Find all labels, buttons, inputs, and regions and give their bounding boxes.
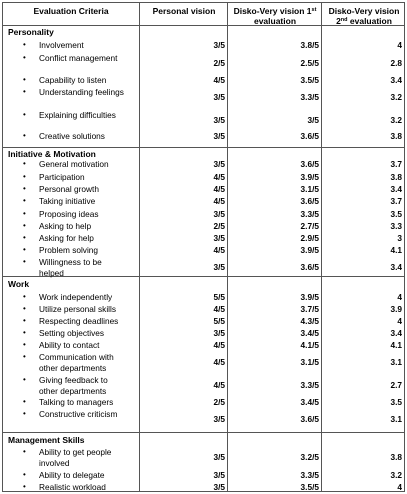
personal-vision-value: 2/5 [213, 221, 225, 231]
section-divider [3, 147, 404, 148]
bullet-icon: • [23, 233, 26, 242]
first-evaluation-value: 3.3/5 [300, 92, 319, 102]
bullet-icon: • [23, 316, 26, 325]
personal-vision-value: 3/5 [213, 92, 225, 102]
second-evaluation-value: 4 [397, 40, 402, 50]
personal-vision-value: 3/5 [213, 414, 225, 424]
first-evaluation-value: 3.5/5 [300, 482, 319, 492]
first-evaluation-value: 2.5/5 [300, 58, 319, 68]
first-evaluation-value: 3.1/5 [300, 184, 319, 194]
second-evaluation-value: 3.2 [390, 470, 402, 480]
column-divider [227, 3, 228, 491]
criteria-label: Ability to get people involved [39, 447, 112, 468]
second-evaluation-value: 3.4 [390, 262, 402, 272]
bullet-icon: • [23, 172, 26, 181]
second-evaluation-value: 3.4 [390, 184, 402, 194]
bullet-icon: • [23, 409, 26, 418]
bullet-icon: • [23, 131, 26, 140]
first-evaluation-value: 3.3/5 [300, 380, 319, 390]
criteria-label: General motivation [39, 159, 109, 169]
first-evaluation-value: 4.3/5 [300, 316, 319, 326]
first-evaluation-value: 3.7/5 [300, 304, 319, 314]
first-evaluation-value: 3.4/5 [300, 328, 319, 338]
bullet-icon: • [23, 292, 26, 301]
column-divider [139, 3, 140, 491]
evaluation-table [2, 2, 405, 492]
second-evaluation-value: 4 [397, 482, 402, 492]
bullet-icon: • [23, 87, 26, 96]
column-divider [321, 3, 322, 491]
bullet-icon: • [23, 340, 26, 349]
criteria-label: Participation [39, 172, 85, 182]
first-evaluation-value: 3.5/5 [300, 75, 319, 85]
second-evaluation-value: 3.9 [390, 304, 402, 314]
first-evaluation-value: 2.9/5 [300, 233, 319, 243]
first-evaluation-value: 3.9/5 [300, 245, 319, 255]
criteria-label: Realistic workload [39, 482, 106, 492]
criteria-label: Ability to delegate [39, 470, 105, 480]
second-evaluation-value: 3.8 [390, 131, 402, 141]
first-evaluation-value: 3.9/5 [300, 172, 319, 182]
criteria-label: Giving feedback to other departments [39, 375, 108, 396]
section-title: Management Skills [8, 435, 85, 445]
criteria-label: Understanding feelings [39, 87, 124, 97]
criteria-label: Proposing ideas [39, 209, 99, 219]
personal-vision-value: 3/5 [213, 131, 225, 141]
personal-vision-value: 4/5 [213, 340, 225, 350]
header-criteria: Evaluation Criteria [33, 6, 109, 16]
second-evaluation-value: 4.1 [390, 245, 402, 255]
second-evaluation-value: 4 [397, 316, 402, 326]
bullet-icon: • [23, 245, 26, 254]
personal-vision-value: 5/5 [213, 292, 225, 302]
first-evaluation-value: 3.8/5 [300, 40, 319, 50]
bullet-icon: • [23, 328, 26, 337]
criteria-label: Taking initiative [39, 196, 96, 206]
first-evaluation-value: 3.6/5 [300, 262, 319, 272]
criteria-label: Personal growth [39, 184, 99, 194]
bullet-icon: • [23, 470, 26, 479]
personal-vision-value: 3/5 [213, 233, 225, 243]
first-evaluation-value: 3.9/5 [300, 292, 319, 302]
first-evaluation-value: 3.3/5 [300, 470, 319, 480]
bullet-icon: • [23, 40, 26, 49]
criteria-label: Willingness to be helped [39, 257, 102, 278]
personal-vision-value: 2/5 [213, 397, 225, 407]
bullet-icon: • [23, 257, 26, 266]
first-evaluation-value: 3.6/5 [300, 196, 319, 206]
first-evaluation-value: 3.6/5 [300, 159, 319, 169]
second-evaluation-value: 3.3 [390, 221, 402, 231]
bullet-icon: • [23, 352, 26, 361]
personal-vision-value: 3/5 [213, 115, 225, 125]
section-title: Initiative & Motivation [8, 149, 96, 159]
first-evaluation-value: 3.3/5 [300, 209, 319, 219]
bullet-icon: • [23, 209, 26, 218]
second-evaluation-value: 4 [397, 292, 402, 302]
first-evaluation-value: 3.4/5 [300, 397, 319, 407]
personal-vision-value: 3/5 [213, 209, 225, 219]
second-evaluation-value: 3 [397, 233, 402, 243]
criteria-label: Respecting deadlines [39, 316, 119, 326]
second-evaluation-value: 2.7 [390, 380, 402, 390]
criteria-label: Asking for help [39, 233, 94, 243]
second-evaluation-value: 3.2 [390, 115, 402, 125]
second-evaluation-value: 3.2 [390, 92, 402, 102]
bullet-icon: • [23, 196, 26, 205]
personal-vision-value: 4/5 [213, 184, 225, 194]
first-evaluation-value: 3.6/5 [300, 131, 319, 141]
personal-vision-value: 4/5 [213, 196, 225, 206]
personal-vision-value: 4/5 [213, 172, 225, 182]
personal-vision-value: 3/5 [213, 452, 225, 462]
personal-vision-value: 4/5 [213, 75, 225, 85]
section-title: Personality [8, 27, 54, 37]
criteria-label: Conflict management [39, 53, 118, 63]
bullet-icon: • [23, 375, 26, 384]
criteria-label: Capability to listen [39, 75, 107, 85]
criteria-label: Creative solutions [39, 131, 105, 141]
criteria-label: Constructive criticism [39, 409, 118, 419]
second-evaluation-value: 3.4 [390, 75, 402, 85]
bullet-icon: • [23, 184, 26, 193]
first-evaluation-value: 3/5 [307, 115, 319, 125]
personal-vision-value: 4/5 [213, 357, 225, 367]
personal-vision-value: 3/5 [213, 482, 225, 492]
second-evaluation-value: 3.5 [390, 209, 402, 219]
second-evaluation-value: 3.4 [390, 328, 402, 338]
criteria-label: Asking to help [39, 221, 92, 231]
header-first-evaluation: Disko-Very vision 1st evaluation [233, 6, 317, 26]
bullet-icon: • [23, 221, 26, 230]
second-evaluation-value: 3.1 [390, 414, 402, 424]
first-evaluation-value: 3.6/5 [300, 414, 319, 424]
second-evaluation-value: 4.1 [390, 340, 402, 350]
criteria-label: Problem solving [39, 245, 99, 255]
section-title: Work [8, 279, 30, 289]
criteria-label: Work independently [39, 292, 113, 302]
personal-vision-value: 3/5 [213, 159, 225, 169]
second-evaluation-value: 3.8 [390, 172, 402, 182]
personal-vision-value: 5/5 [213, 316, 225, 326]
second-evaluation-value: 3.7 [390, 159, 402, 169]
first-evaluation-value: 2.7/5 [300, 221, 319, 231]
second-evaluation-value: 3.1 [390, 357, 402, 367]
bullet-icon: • [23, 159, 26, 168]
bullet-icon: • [23, 75, 26, 84]
section-divider [3, 432, 404, 433]
bullet-icon: • [23, 53, 26, 62]
second-evaluation-value: 3.8 [390, 452, 402, 462]
header-second-evaluation: Disko-Very vision 2nd evaluation [328, 6, 400, 26]
criteria-label: Ability to contact [39, 340, 100, 350]
first-evaluation-value: 4.1/5 [300, 340, 319, 350]
second-evaluation-value: 2.8 [390, 58, 402, 68]
header-personal-vision: Personal vision [152, 6, 216, 16]
personal-vision-value: 3/5 [213, 470, 225, 480]
bullet-icon: • [23, 447, 26, 456]
criteria-label: Communication with other departments [39, 352, 114, 373]
bullet-icon: • [23, 304, 26, 313]
personal-vision-value: 4/5 [213, 304, 225, 314]
personal-vision-value: 4/5 [213, 245, 225, 255]
personal-vision-value: 3/5 [213, 328, 225, 338]
first-evaluation-value: 3.1/5 [300, 357, 319, 367]
first-evaluation-value: 3.2/5 [300, 452, 319, 462]
personal-vision-value: 2/5 [213, 58, 225, 68]
bullet-icon: • [23, 110, 26, 119]
bullet-icon: • [23, 397, 26, 406]
personal-vision-value: 3/5 [213, 262, 225, 272]
bullet-icon: • [23, 482, 26, 491]
personal-vision-value: 3/5 [213, 40, 225, 50]
second-evaluation-value: 3.7 [390, 196, 402, 206]
second-evaluation-value: 3.5 [390, 397, 402, 407]
criteria-label: Talking to managers [39, 397, 114, 407]
criteria-label: Setting objectives [39, 328, 105, 338]
personal-vision-value: 4/5 [213, 380, 225, 390]
criteria-label: Explaining difficulties [39, 110, 116, 120]
criteria-label: Involvement [39, 40, 84, 50]
criteria-label: Utilize personal skills [39, 304, 117, 314]
